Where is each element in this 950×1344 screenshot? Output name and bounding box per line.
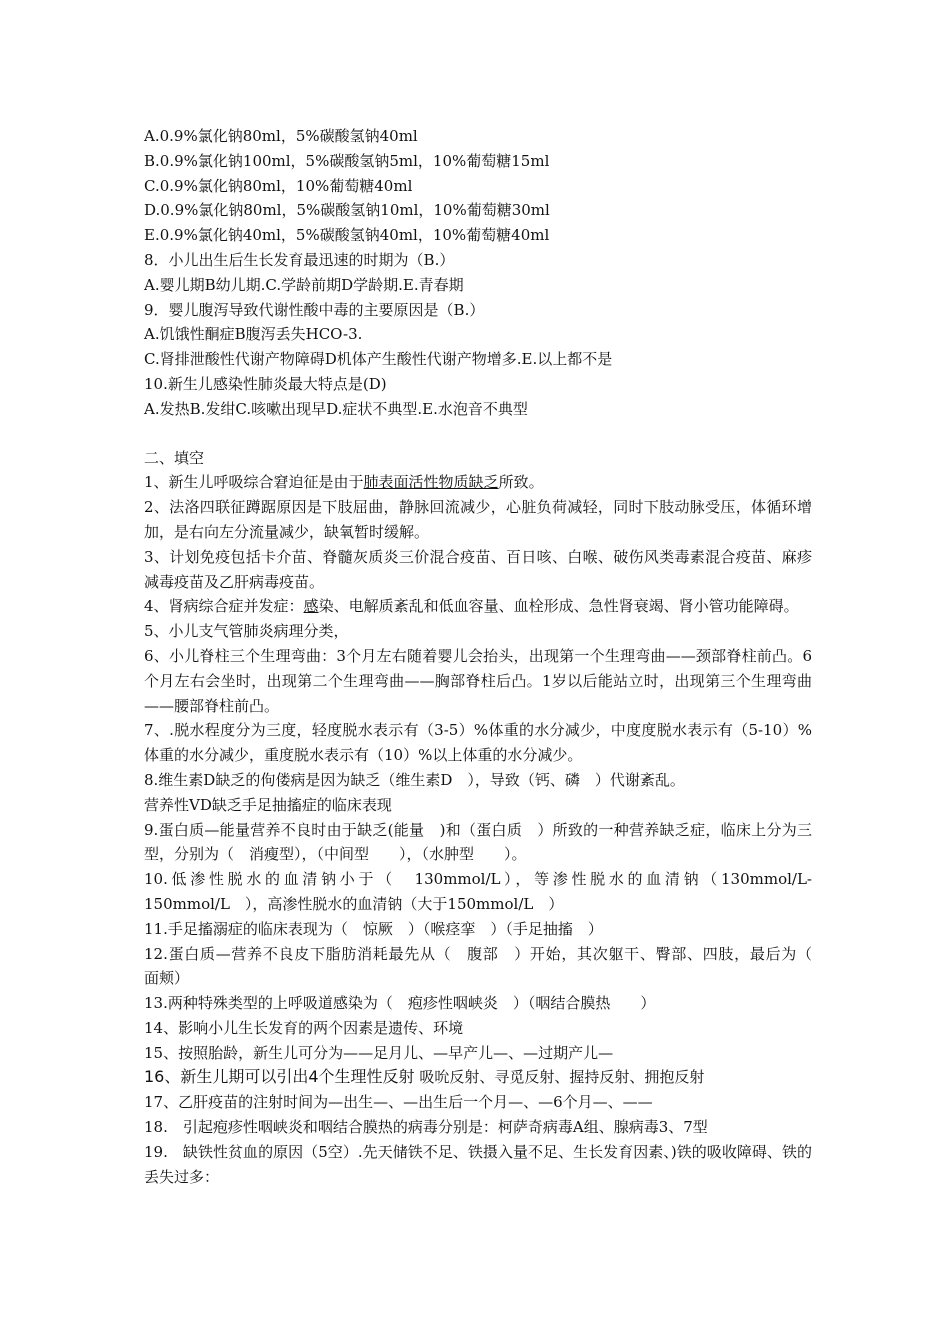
- fill-item-11: 11.手足搐溺症的临床表现为（ 惊厥 ）（喉痉挛 ）（手足抽搐 ）: [144, 919, 603, 938]
- fill-item-18: 18. 引起疱疹性咽峡炎和咽结合膜热的病毒分别是：柯萨奇病毒A组、腺病毒3、7型: [144, 1118, 708, 1137]
- fill-item-1-answer: 肺表面活性物质缺乏: [363, 473, 499, 492]
- fill-item-9: 9.蛋白质—能量营养不良时由于缺乏(能量 )和（蛋白质 ）所致的一种营养缺乏症，临床上分为三型，分别为（ 消瘦型），（中间型 ），（水肿型 ）。: [144, 820, 812, 864]
- fill-item-4-prefix: 4、肾病综合症并发症：: [144, 597, 304, 616]
- question-9: 9．婴儿腹泻导致代谢性酸中毒的主要原因是（B.）: [144, 300, 485, 319]
- fill-item-2: 2、法洛四联征蹲踞原因是下肢屈曲，静脉回流减少，心脏负荷减轻，同时下肢动脉受压，体循环增加，是右向左分流量减少，缺氧暂时缓解。: [144, 498, 812, 541]
- fill-item-13: 13.两种特殊类型的上呼吸道感染为（ 疱疹性咽峡炎 ）（咽结合膜热 ）: [144, 994, 656, 1013]
- fill-item-5: 5、小儿支气管肺炎病理分类，: [144, 622, 349, 641]
- section-gap: [144, 422, 812, 446]
- fill-item-1-prefix: 1、新生儿呼吸综合窘迫征是由于: [144, 473, 364, 492]
- option-e: E.0.9%氯化钠40ml，5%碳酸氢钠40ml，10%葡萄糖40ml: [144, 226, 550, 245]
- fill-item-16: [144, 1065, 812, 1090]
- question-9-options-line1: A.饥饿性酮症B腹泻丢失HCO-3.: [144, 325, 363, 344]
- option-a: A.0.9%氯化钠80ml，5%碳酸氢钠40ml: [144, 127, 418, 145]
- fill-item-16-answer: 吸吮反射、寻觅反射、握持反射、拥抱反射: [419, 1068, 705, 1087]
- page-content: [144, 124, 828, 1189]
- fill-item-1: [144, 470, 812, 495]
- fill-item-6: 6、小儿脊柱三个生理弯曲：3个月左右随着婴儿会抬头，出现第一个生理弯曲——颈部脊柱前凸。6个月左右会坐时，出现第二个生理弯曲——胸部脊柱后凸。1岁以后能站立时，出现第三个生理弯曲——腰部脊柱前凸。: [144, 646, 812, 715]
- fill-item-8-subheading: 营养性VD缺乏手足抽搐症的临床表现: [144, 795, 392, 814]
- fill-item-1-suffix: 所致。: [498, 473, 544, 492]
- fill-item-19: 19. 缺铁性贫血的原因（5空）.先天储铁不足、铁摄入量不足、生长发育因素、)铁的吸收障碍、铁的丢失过多：: [144, 1142, 812, 1186]
- fill-item-4: [144, 594, 812, 619]
- option-d: D.0.9%氯化钠80ml，5%碳酸氢钠10ml，10%葡萄糖30ml: [144, 201, 550, 220]
- fill-item-4-underlined: 感: [303, 597, 319, 616]
- fill-item-12: 12.蛋白质—营养不良皮下脂肪消耗最先从（ 腹部 ）开始，其次躯干、臀部、四肢，最后为（ 面颊）: [144, 944, 828, 988]
- fill-item-4-suffix: 染、电解质紊乱和低血容量、血栓形成、急性肾衰竭、肾小管功能障碍。: [318, 597, 799, 616]
- question-9-options-line2: C.肾排泄酸性代谢产物障碍D机体产生酸性代谢产物增多.E.以上都不是: [144, 350, 613, 369]
- fill-item-14: 14、影响小儿生长发育的两个因素是遗传、环境: [144, 1018, 464, 1037]
- question-8-options: A.婴儿期B幼儿期.C.学龄前期D学龄期.E.青春期: [144, 275, 464, 294]
- fill-item-7: 7、.脱水程度分为三度，轻度脱水表示有（3-5）%体重的水分减少，中度度脱水表示有（5-10）%体重的水分减少，重度脱水表示有（10）%以上体重的水分减少。: [144, 721, 812, 765]
- question-8: 8．小儿出生后生长发育最迅速的时期为（B.）: [144, 250, 455, 269]
- option-c: C.0.9%氯化钠80ml，10%葡萄糖40ml: [144, 176, 413, 195]
- fill-item-15: 15、按照胎龄，新生儿可分为——足月儿、—早产儿—、—过期产儿—: [144, 1043, 614, 1062]
- question-10-options: A.发热B.发绀C.咳嗽出现早D.症状不典型.E.水泡音不典型: [144, 399, 528, 418]
- section-heading-fill-in: 二、填空: [144, 448, 205, 467]
- fill-item-10: 10.低渗性脱水的血清钠小于（ 130mmol/L），等渗性脱水的血清钠（130mmol/L-150mmol/L ），高渗性脱水的血清钠（大于150mmol/L ）: [144, 870, 812, 913]
- fill-item-3: 3、计划免疫包括卡介苗、脊髓灰质炎三价混合疫苗、百日咳、白喉、破伤风类毒素混合疫苗、麻疹减毒疫苗及乙肝病毒疫苗。: [144, 547, 812, 591]
- fill-item-17: 17、乙肝疫苗的注射时间为—出生—、—出生后一个月—、—6个月—、——: [144, 1093, 653, 1112]
- fill-item-16-lead: 16、新生儿期可以引出4个生理性反射: [144, 1067, 415, 1087]
- question-10: 10.新生儿感染性肺炎最大特点是(D): [144, 374, 387, 393]
- fill-item-8: 8.维生素D缺乏的佝偻病是因为缺乏（维生素D ），导致（钙、磷 ）代谢紊乱。: [144, 770, 685, 789]
- option-b: B.0.9%氯化钠100ml，5%碳酸氢钠5ml，10%葡萄糖15ml: [144, 151, 550, 170]
